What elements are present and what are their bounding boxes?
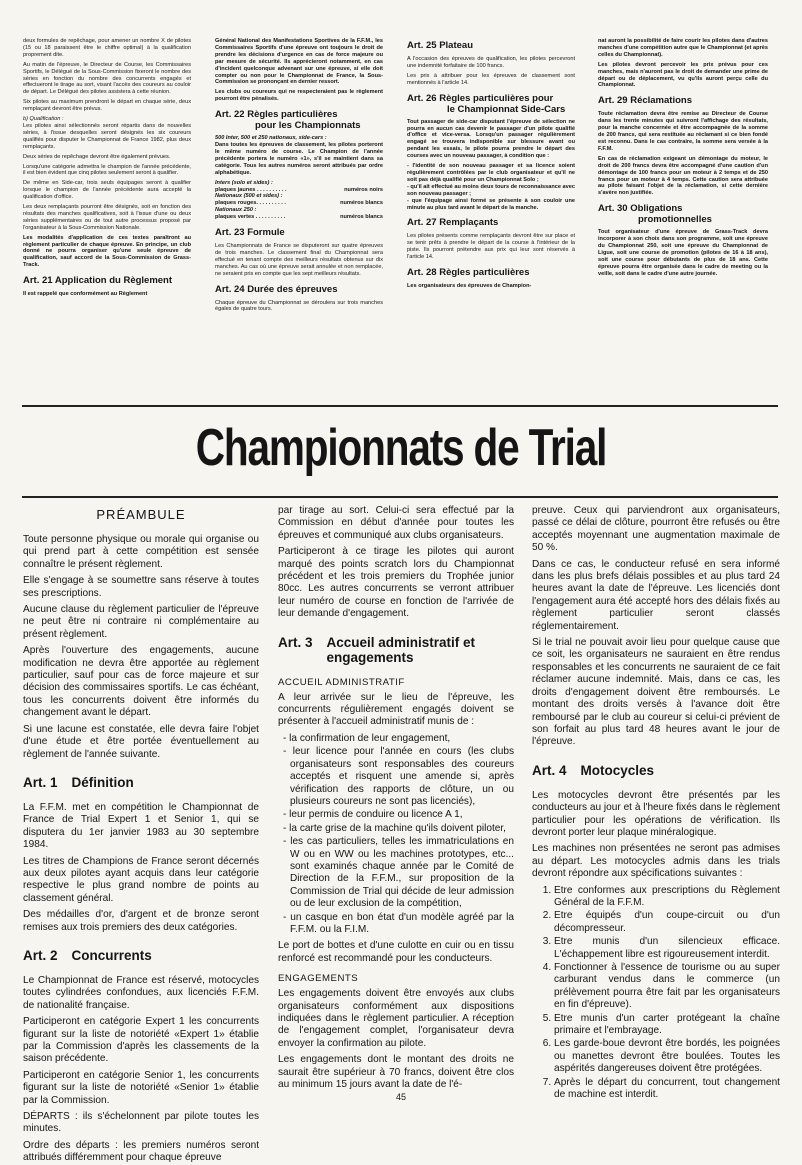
paragraph: Dans ce cas, le conducteur refusé en sera informé dans les plus brefs délais possibles et au plus tard 24 heures avant la date de l'épreuve. Les licenciés dont l'engagement aura été accepté hors des délais fixés au règlement particulier seront classés réglementairement. [532, 558, 780, 632]
subsection-heading: ACCUEIL ADMINISTRATIF [278, 676, 405, 688]
plate-table-row: plaques vertes . . . . . . . . . . numéros blancs [215, 214, 383, 221]
bottom-column-2 [278, 505, 514, 1091]
bottom-column-3 [532, 505, 780, 1101]
article-heading: Art. 2 Concurrents [23, 947, 152, 963]
article-heading: Art. 23 Formule [215, 227, 285, 239]
paragraph: Les machines non présentées ne seront pas admises au départ. Les motocycles admis dans les trials devront répondre aux spécifications suivantes : [532, 843, 780, 880]
paragraph: Chaque épreuve du Championnat se déroulera sur trois manches égales de quatre tours. [215, 299, 383, 313]
paragraph: Les pilotes devront percevoir les prix prévus pour ces manches, mais n'auront pas le droit de demander une prime de départ ou de déplacement, vu qu'ils auront perçu celle du Championnat. [598, 61, 768, 89]
plate-table-row: plaques rouges. . . . . . . . . . numéros blancs [215, 200, 383, 207]
top-column-3 [407, 38, 575, 388]
top-column-1 [23, 38, 191, 388]
paragraph: Participeront en catégorie Expert 1 les concurrents figurant sur la liste de notoriété «Expert 1» établie par la Commission d'après les classements de la saison précédente. [23, 1016, 259, 1065]
paragraph: Si une lacune est constatée, elle devra faire l'objet d'une étude et être portée éventuellement au règlement de l'année suivante. [23, 723, 259, 760]
list-item: 4. Fonctionner à l'essence de tourisme ou au super carburant vendus dans le commerce (un prélèvement pourra être fait par les organisateurs en fin d'épreuve). [554, 962, 780, 1012]
article-heading: Art. 28 Règles particulières [407, 267, 530, 279]
list-item: - leur licence pour l'année en cours (les clubs organisateurs sont responsables des coureurs acceptés et risquent une amende si, après vérification des rapports de clôture, un ou plusieurs coureurs ne sont pas licenciés), [290, 746, 514, 808]
list-item: 5. Etre munis d'un carter protégeant la chaîne primaire et l'embrayage. [554, 1013, 780, 1038]
paragraph: Deux séries de repêchage devront être également prévues. [23, 153, 171, 160]
list-item: 7. Après le départ du concurrent, tout changement de machine est interdit. [554, 1077, 780, 1102]
paragraph: Au matin de l'épreuve, le Directeur de Course, les Commissaires Sportifs, le Délégué de la Sous-Commission fixeront le nombre des séries en fonction du nombre des concurrents engagés et effectueront le tirage au sort, visant l'accès des coureurs au couloir de départ. Le Délégué des pilotes assistera à cette réunion. [23, 61, 191, 96]
article-heading: Art. 4 Motocycles [532, 762, 655, 778]
list-item: 1. Etre conformes aux prescriptions du Règlement Général de la F.F.M. [554, 885, 780, 910]
article-heading: Art. 29 Réclamations [598, 95, 692, 107]
paragraph: Six pilotes au maximum prendront le départ en chaque série, deux remplaçant devront être prévus. [23, 99, 191, 113]
list-item: - les cas particuliers, telles les immatriculations en W ou en WW ou les machines prototypes, etc... sont examinés chaque année par le Comité de Direction de la F.F.M., sur proposition de la Commission de Trial qui décide de leur admission ou de leur exclusion de la compétition, [290, 836, 514, 910]
article-heading: Art. 25 Plateau [407, 40, 473, 51]
paragraph: Les engagements dont le montant des droits ne saurait être supérieur à 70 francs, doivent être clos au minimum 15 jours avant la date de l'é- [278, 1054, 514, 1091]
paragraph: En cas de réclamation exigeant un démontage du moteur, le droit de 200 francs devra être accompagné d'une caution d'un démontage de 100 francs pour un moteur à 2 temps et de 250 francs pour un moteur à 4 temps. Cette caution sera attribuée au pilote faisant l'objet de la réclamation, si cette dernière s'avère non justifiée. [598, 155, 768, 197]
bottom-column-1 [23, 505, 259, 1164]
title-rule-bottom [22, 496, 778, 498]
list-item: - un casque en bon état d'un modèle agréé par la F.F.M. ou la F.I.M. [290, 912, 514, 937]
paragraph: Toute réclamation devra être remise au Directeur de Course dans les trente minutes qui suivront l'affichage des résultats, pour la manche concernée et être accompagnée de la somme de 200 francs, qui sera restituée au réclamant si ce bien fondé est reconnu. Dans le cas contraire, la somme sera versée à la F.F.M. [598, 111, 768, 152]
paragraph: Le port de bottes et d'une culotte en cuir ou en tissu renforcé est recommandé pour les conducteurs. [278, 940, 514, 964]
article-heading: Art. 30 Obligations promotionnelles [598, 203, 712, 226]
article-heading: Art. 3 Accueil administratif et engagements [278, 634, 476, 665]
paragraph: Les clubs ou coureurs qui ne respecteraient pas le règlement pourront être pénalisés. [215, 89, 383, 103]
title-rule-top [22, 405, 778, 407]
paragraph: nat auront la possibilité de faire courir les pilotes dans d'autres manches d'une compétition autre que le Championnat (et après celles du Championnat). [598, 38, 768, 58]
paragraph: - que l'équipage ainsi formé se présente à son couloir une minute au plus tard avant le départ de la manche. [407, 197, 575, 211]
list-item: - la confirmation de leur engagement, [290, 733, 514, 745]
paragraph: Tout passager de side-car disputant l'épreuve de sélection ne pourra en aucun cas devenir le passager d'un pilote qualifié d'office et vice-versa. Lorsqu'un passager régulièrement engagé se trouvera indisponible sur blessure avant ou pendant les essais, le pilote pourra prendre le départ des courses avec un nouveau passager, à condition que : [407, 118, 575, 160]
paragraph: - l'identité de son nouveau passager et sa licence soient régulièrement contrôlées par le club organisateur et qu'il ne soit pas déjà qualifié pour un Championnat Solo ; [407, 163, 575, 183]
plate-table-heading: Nationaux (500 et sides) : [215, 193, 283, 200]
paragraph: Dans toutes les épreuves de classement, les pilotes porteront le même numéro de course. Le Champion de l'année précédente portera le numéro «1», s'il se maintient dans sa catégorie. Tous les autres numéros seront attribués par ordre alphabétique. [215, 142, 383, 176]
paragraph: Tout organisateur d'une épreuve de Grass-Track devra incorporer à son choix dans son programme, soit une épreuve du Championnat 250, soit une épreuve du Championnat de Ligue, soit une course de promotion (pilotes de 16 à 18 ans), soit une course pour débutants de plus de 18 ans. Cette épreuve pourra être organisée dans le cadre de meeting ou la veille, soit dans le cadre d'une autre journée. [598, 229, 768, 277]
paragraph: Les motocycles devront être présentés par les conducteurs au jour et à l'heure fixés dans le règlement particulier pour les opérations de vérification. Ils devront porter leur plaque minéralogique. [532, 789, 780, 838]
paragraph: DÉPARTS : ils s'échelonnent par pilote toutes les minutes. [23, 1111, 259, 1135]
document-list [532, 885, 780, 1102]
paragraph: De même en Side-car, trois seuls équipages seront à qualifier lorsque le champion de l'année précédente aura accepté la qualification d'office. [23, 180, 191, 201]
top-column-2 [215, 38, 383, 388]
section-heading: PRÉAMBULE [96, 507, 186, 522]
list-item: 2. Etre équipés d'un coupe-circuit ou d'un décompresseur. [554, 910, 780, 935]
paragraph: Toute personne physique ou morale qui organise ou qui prend part à cette compétition est sensée connaître le présent règlement. [23, 534, 259, 570]
paragraph: Les modalités d'application de ces textes paraîtront au règlement particulier de chaque épreuve. En principe, un club donné ne pourra organiser qu'une seule épreuve de qualification, sauf accord de la Sous-Commission de Grass-Track. [23, 234, 191, 269]
paragraph: Le Championnat de France est réservé, motocycles toutes cylindrées confondues, aux licenciés F.F.M. de nationalité française. [23, 974, 259, 1011]
paragraph: Des médailles d'or, d'argent et de bronze seront remises aux trois premiers des deux catégories. [23, 909, 259, 933]
page-title: Championnats de Trial [195, 419, 607, 477]
paragraph-label: b) Qualification : [23, 116, 64, 123]
plate-table-heading: Nationaux 250 : [215, 207, 257, 214]
paragraph: Si le trial ne pouvait avoir lieu pour quelque cause que ce soit, les organisateurs ne sauraient en être rendus responsables et les concurrents ne sauraient de ce fait réclamer aucune indemnité. Mais, dans ce cas, les droits d'engagement doivent être remboursés. Le montant des droits versés à l'avance doit être remboursé par le club au coureur si celui-ci prévient de son forfait au plus tard 48 heures avant le jour de l'épreuve. [532, 637, 780, 748]
top-column-4 [598, 38, 768, 388]
paragraph: deux formules de repêchage, pour amener un nombre X de pilotes (15 ou 18 paraissent être le chiffre optimal) à la qualification proprement dite. [23, 38, 191, 58]
paragraph: Participeront en catégorie Senior 1, les concurrents figurant sur la liste de notoriété «Senior 1» établie par la Commission. [23, 1069, 259, 1106]
paragraph: Les engagements doivent être envoyés aux clubs organisateurs conformément aux dispositions indiquées dans le règlement particulier. A réception de l'engagement complet, l'organisateur devra envoyer la confirmation au pilote. [278, 988, 514, 1049]
article-heading: Art. 27 Remplaçants [407, 217, 499, 229]
paragraph: par tirage au sort. Celui-ci sera effectué par la Commission en début d'année pour toutes les épreuves et communiqué aux clubs organisateurs. [278, 505, 514, 541]
article-heading: Art. 21 Application du Règlement [23, 275, 173, 287]
paragraph: Les prix à attribuer pour les épreuves de classement sont mentionnés à l'article 14. [407, 72, 575, 86]
paragraph: La F.F.M. met en compétition le Championnat de France de Trial Expert 1 et Senior 1, qui se disputera du 1er janvier 1983 au 30 septembre 1984. [23, 801, 259, 851]
list-item: 6. Les garde-boue devront être bordés, les poignées ou manettes devront être boulées. Toutes les aspérités dangereuses doivent être protégées. [554, 1038, 780, 1075]
article-heading: Art. 26 Règles particulières pour le Championnat Side-Cars [407, 92, 566, 115]
paragraph: Aucune clause du règlement particulier de l'épreuve ne peut être ni contraire ni complémentaire au présent règlement. [23, 604, 259, 640]
paragraph: Participeront à ce tirage les pilotes qui auront marqué des points scratch lors du Championnat précédent et les trois premiers du Trophée junior 80cc. Les autres concurrents se verront attribuer leur numéro de course en fonction de l'arrivée de leur demande d'engagement. [278, 546, 514, 620]
paragraph: Après l'ouverture des engagements, aucune modification ne devra être apportée au règlement particulier, sauf pour cas de force majeure et sur décision des commissaires sportifs. Le cas échéant, tous les concurrents doivent être informés du changement avant le départ. [23, 645, 259, 719]
plate-table-row: plaques jaunes . . . . . . . . . . numéros noirs [215, 186, 383, 193]
article-heading: Art. 22 Règles particulières pour les Championnats [215, 109, 361, 132]
paragraph: Les pilotes présents comme remplaçants devront être sur place et se tenir prêts à prendre le départ de la course à l'intérieur de la piste. Ils pourront prétendre aux prix qui leur sont réservés à l'article 14. [407, 233, 575, 261]
document-list [278, 733, 514, 937]
paragraph: Les titres de Champions de France seront décernés aux deux pilotes ayant acquis dans leur catégorie respective le plus grand nombre de points au classement général. [23, 855, 259, 904]
paragraph: A leur arrivée sur le lieu de l'épreuve, les concurrents régulièrement engagés doivent se présenter à l'accueil administratif munis de : [278, 691, 514, 728]
list-item: - la carte grise de la machine qu'ils doivent piloter, [290, 823, 514, 835]
article-heading: Art. 1 Définition [23, 774, 134, 790]
article-heading: Art. 24 Durée des épreuves [215, 283, 338, 295]
paragraph: Les deux remplaçants pourront être désignés, soit en fonction des résultats des manches qualificatives, soit à l'issue d'une ou deux séries supplémentaires ou de tout autre processus proposé par l'organisateur à la Sous-Commission Nationale. [23, 204, 191, 231]
paragraph: A l'occasion des épreuves de qualification, les pilotes percevront une indemnité forfaitaire de 100 francs. [407, 56, 575, 69]
paragraph: - qu'il ait effectué au moins deux tours de reconnaissance avec son nouveau passager ; [407, 183, 575, 197]
paragraph: Les pilotes ainsi sélectionnés seront répartis dans de nouvelles séries, à l'issue desquelles seront désignés les six coureurs qualifiés pour disputer le Championnat de France 1982, plus deux remplaçants. [23, 122, 191, 150]
paragraph: preuve. Ceux qui parviendront aux organisateurs, passé ce délai de clôture, pourront être refusés ou être acceptés moyennant une augmentation maximale de 50 %. [532, 505, 780, 554]
paragraph: Il est rappelé que conformément au Règlement [23, 291, 148, 298]
paragraph: Elle s'engage à se soumettre sans réserve à toutes ses prescriptions. [23, 575, 259, 599]
paragraph: Les organisateurs des épreuves de Champion- [407, 283, 532, 290]
paragraph-label: 500 Inter, 500 et 250 nationaux, side-cars : [215, 135, 327, 142]
list-item: - leur permis de conduire ou licence A 1, [290, 809, 514, 821]
subsection-heading: ENGAGEMENTS [278, 973, 359, 985]
list-item: 3. Etre munis d'un silencieux efficace. L'échappement libre est rigoureusement interdit. [554, 936, 780, 961]
page-number: 45 [395, 1092, 406, 1102]
paragraph: Lorsqu'une catégorie admettra le champion de l'année précédente, il est bien évident que cinq pilotes seulement seront à qualifier. [23, 163, 191, 177]
paragraph: Ordre des départs : les premiers numéros seront attribués différemment pour chaque épreuve [23, 1139, 259, 1164]
paragraph: Général National des Manifestations Sportives de la F.F.M., les Commissaires Sportifs d'une épreuve ont toujours le droit de prendre les décisions d'urgence en cas de force majeure ou par mesure de sécurité. Ils apprécieront notamment, en cas d'incident quelconque advenant sur une épreuve, si elle doit compter ou non pour le Championnat de France, la Sous-Commission se prononçant en dernier ressort. [215, 38, 383, 86]
paragraph: Les Championnats de France se disputeront sur quatre épreuves de trois manches. Le classement final du Championnat sera effectué en tenant compte des meilleurs résultats obtenus sur dix manches. Au cas où une épreuve serait annulée et non remplacée, ne seraient pris en compte que les sept meilleurs résultats. [215, 243, 383, 277]
plate-table-heading: Inters (solo et sides) : [215, 179, 273, 186]
